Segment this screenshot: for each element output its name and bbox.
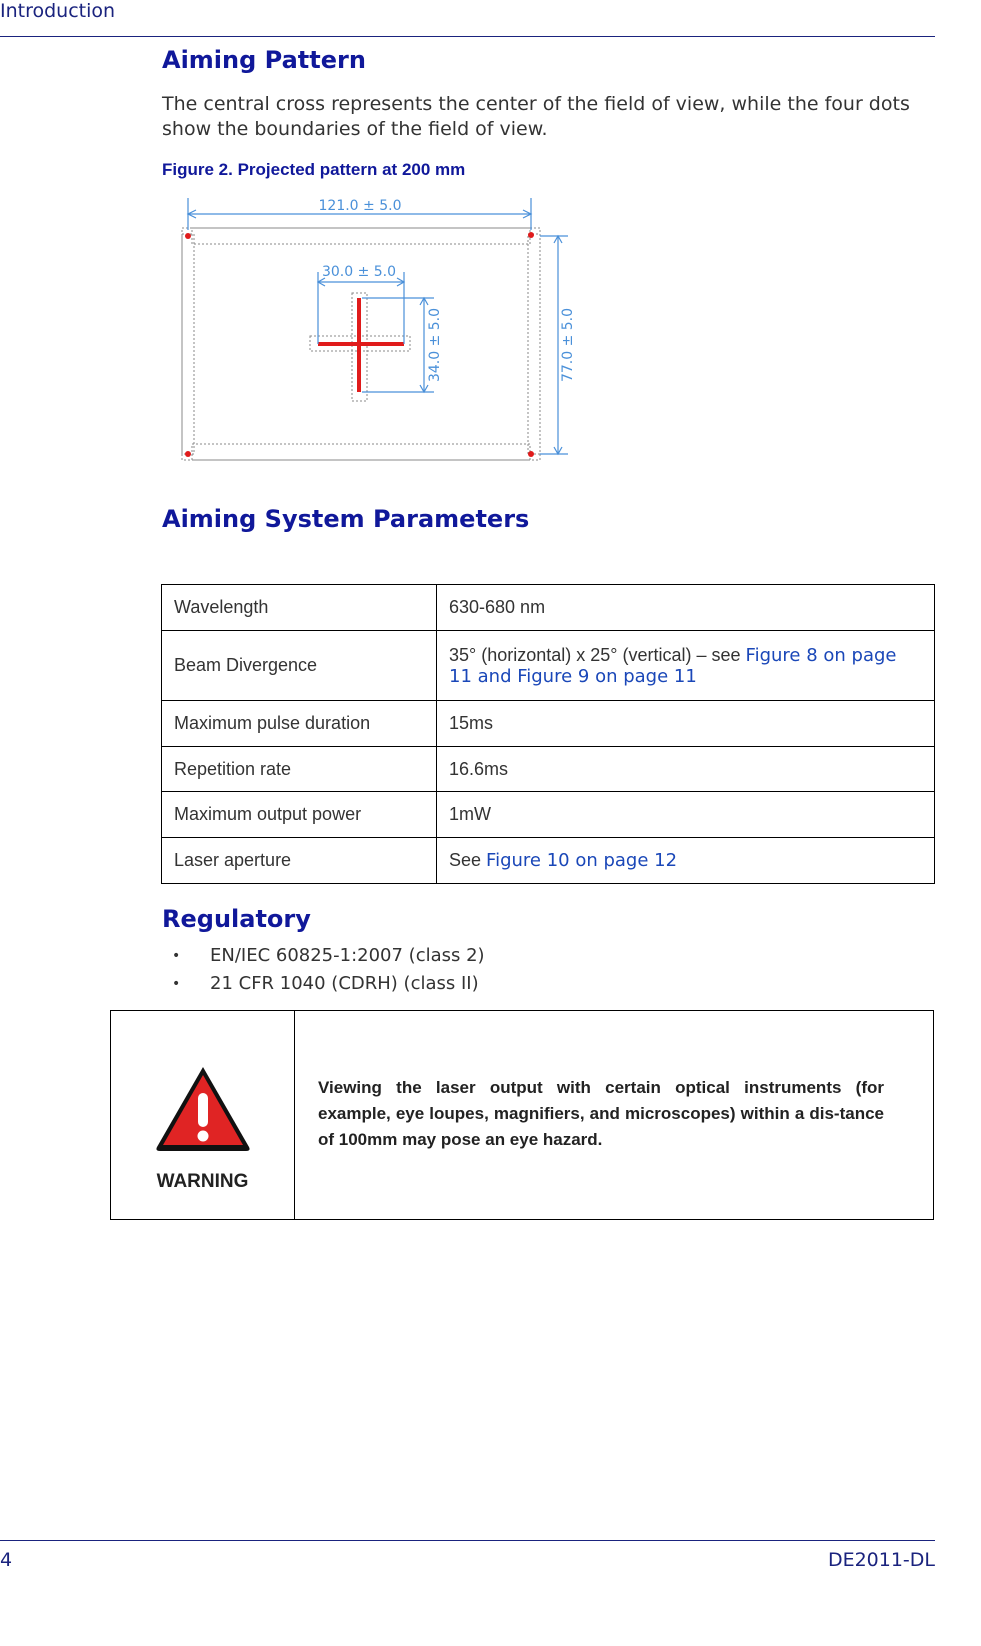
aiming-pattern-description: The central cross represents the center of the field of view, while the four dots show the boundaries of the field of view.: [162, 93, 910, 140]
param-value-cell: [437, 631, 935, 701]
figure-caption: Figure 2. Projected pattern at 200 mm: [162, 160, 466, 179]
page-number: 4: [0, 1549, 13, 1571]
bullet: •: [172, 948, 181, 964]
corner-dot: [185, 233, 191, 239]
param-value: 630-680 nm: [437, 585, 935, 631]
param-label: Laser aperture: [162, 838, 437, 884]
outer-width-label: 121.0 ± 5.0: [318, 198, 402, 214]
param-value: See: [449, 850, 487, 870]
header-rule: [0, 36, 935, 37]
param-label: Wavelength: [162, 585, 437, 631]
figure-10-link[interactable]: Figure 10 on page 12: [486, 850, 678, 871]
table-row: [162, 701, 935, 747]
right-band: [528, 234, 540, 454]
footer-rule: [0, 1540, 935, 1541]
warning-text: Viewing the laser output with certain optical instruments (for example, eye loupes, magnifiers, and microscopes) within a dis-tance of 100mm may pose an eye hazard.: [318, 1078, 884, 1149]
pattern-diagram: [172, 190, 582, 470]
aiming-pattern-heading: Aiming Pattern: [162, 46, 366, 74]
table-row: [162, 792, 935, 838]
table-row: [162, 747, 935, 792]
corner-dot: [528, 451, 534, 457]
warning-box: [110, 1010, 934, 1220]
param-value-cell: [437, 838, 935, 884]
param-value: 15ms: [437, 701, 935, 747]
outer-height-label: 77.0 ± 5.0: [560, 307, 576, 383]
cross-width-label: 30.0 ± 5.0: [321, 264, 397, 280]
param-label: Maximum pulse duration: [162, 701, 437, 747]
regulatory-list: [172, 942, 485, 998]
warning-divider: [294, 1011, 295, 1219]
table-row: [162, 585, 935, 631]
warning-icon: [153, 1063, 253, 1153]
projected-pattern-figure: [172, 190, 582, 474]
document-id: DE2011-DL: [827, 1549, 935, 1571]
aiming-parameters-table: [161, 584, 935, 884]
table-row: [162, 838, 935, 884]
param-label: Maximum output power: [162, 792, 437, 838]
bottom-band: [192, 444, 530, 460]
param-label: Beam Divergence: [162, 631, 437, 701]
regulatory-heading: Regulatory: [162, 905, 311, 933]
list-item: [172, 942, 485, 970]
param-value: 16.6ms: [437, 747, 935, 792]
warning-label: WARNING: [156, 1171, 249, 1192]
top-band: [192, 228, 530, 244]
figure-8-9-link[interactable]: Figure 8 on page 11 and Figure 9 on page 11: [449, 644, 897, 687]
list-item: [172, 970, 485, 998]
cross-height-label: 34.0 ± 5.0: [427, 307, 443, 383]
regulatory-item: EN/IEC 60825-1:2007 (class 2): [210, 945, 485, 966]
param-value: 1mW: [437, 792, 935, 838]
aiming-system-heading: Aiming System Parameters: [162, 505, 530, 533]
param-label: Repetition rate: [162, 747, 437, 792]
param-value: 35° (horizontal) x 25° (vertical) – see: [449, 644, 746, 665]
corner-dot: [185, 451, 191, 457]
left-band: [182, 234, 194, 454]
regulatory-item: 21 CFR 1040 (CDRH) (class II): [210, 973, 479, 994]
corner-dot: [528, 232, 534, 238]
table-row: [162, 631, 935, 701]
running-header: Introduction: [0, 0, 116, 22]
bullet: •: [172, 976, 181, 992]
